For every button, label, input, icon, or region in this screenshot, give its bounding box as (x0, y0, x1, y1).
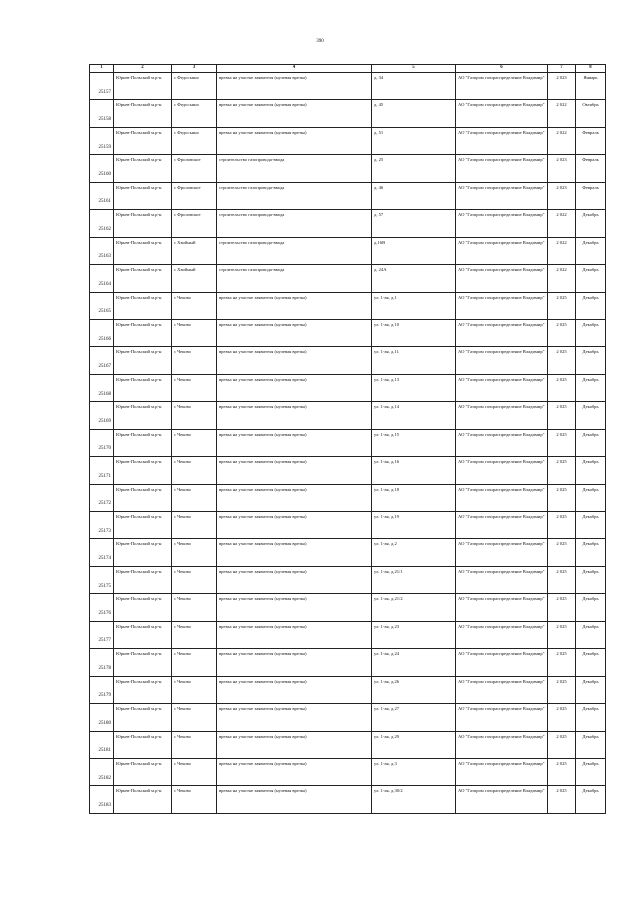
table-row (90, 73, 606, 100)
address-cell: ул. 1-ая, д.27 (372, 704, 456, 731)
district-cell: Юрьев-Польский м.р-н (114, 155, 172, 182)
district-cell: Юрьев-Польский м.р-н (114, 265, 172, 292)
month-cell: Декабрь (576, 402, 606, 429)
district-cell: Юрьев-Польский м.р-н (114, 402, 172, 429)
table-row (90, 512, 606, 539)
month-cell: Декабрь (576, 484, 606, 511)
organization-cell: АО "Газпром газораспределение Владимир" (456, 210, 548, 237)
address-cell: д. 34 (372, 73, 456, 100)
table-row (90, 649, 606, 676)
year-cell: 2 025 (548, 594, 576, 621)
year-cell: 2 025 (548, 319, 576, 346)
column-header: 5 (372, 65, 456, 73)
organization-cell: АО "Газпром газораспределение Владимир" (456, 512, 548, 539)
month-cell: Декабрь (576, 237, 606, 264)
row-number: 25176 (90, 594, 114, 621)
work-type-cell: врезка на участке заявителя (нулевая врезка) (217, 73, 372, 100)
organization-cell: АО "Газпром газораспределение Владимир" (456, 621, 548, 648)
district-cell: Юрьев-Польский м.р-н (114, 429, 172, 456)
year-cell: 2 025 (548, 484, 576, 511)
address-cell: д. 45 (372, 100, 456, 127)
year-cell: 2 022 (548, 265, 576, 292)
table-row (90, 484, 606, 511)
settlement-cell: с Чеково (172, 347, 217, 374)
table-row (90, 292, 606, 319)
table-row (90, 402, 606, 429)
month-cell: Октябрь (576, 100, 606, 127)
month-cell: Декабрь (576, 621, 606, 648)
year-cell: 2 025 (548, 347, 576, 374)
organization-cell: АО "Газпром газораспределение Владимир" (456, 127, 548, 154)
address-cell: д. 57 (372, 210, 456, 237)
settlement-cell: с Чеково (172, 649, 217, 676)
month-cell: Декабрь (576, 786, 606, 813)
page-number: 390 (316, 39, 324, 44)
work-type-cell: врезка на участке заявителя (нулевая врезка) (217, 374, 372, 401)
settlement-cell: с Чеково (172, 566, 217, 593)
settlement-cell: с Чеково (172, 621, 217, 648)
table-row (90, 265, 606, 292)
organization-cell: АО "Газпром газораспределение Владимир" (456, 457, 548, 484)
settlement-cell: с Чеково (172, 539, 217, 566)
table-row (90, 758, 606, 785)
settlement-cell: с Чеково (172, 429, 217, 456)
district-cell: Юрьев-Польский м.р-н (114, 649, 172, 676)
settlement-cell: с Федосьино (172, 73, 217, 100)
registry-table (89, 64, 606, 814)
district-cell: Юрьев-Польский м.р-н (114, 786, 172, 813)
settlement-cell: с Чеково (172, 512, 217, 539)
address-cell: ул. 1-ая, д.1 (372, 292, 456, 319)
work-type-cell: врезка на участке заявителя (нулевая врезка) (217, 484, 372, 511)
row-number: 25179 (90, 676, 114, 703)
table-row (90, 676, 606, 703)
organization-cell: АО "Газпром газораспределение Владимир" (456, 566, 548, 593)
year-cell: 2 025 (548, 786, 576, 813)
settlement-cell: с Чеково (172, 594, 217, 621)
column-header: 3 (172, 65, 217, 73)
table-row (90, 237, 606, 264)
settlement-cell: с Чеково (172, 292, 217, 319)
district-cell: Юрьев-Польский м.р-н (114, 539, 172, 566)
row-number: 25158 (90, 100, 114, 127)
year-cell: 2 025 (548, 566, 576, 593)
address-cell: ул. 1-ая, д.18 (372, 484, 456, 511)
organization-cell: АО "Газпром газораспределение Владимир" (456, 402, 548, 429)
district-cell: Юрьев-Польский м.р-н (114, 676, 172, 703)
table-row (90, 347, 606, 374)
district-cell: Юрьев-Польский м.р-н (114, 100, 172, 127)
month-cell: Декабрь (576, 566, 606, 593)
table-row (90, 594, 606, 621)
district-cell: Юрьев-Польский м.р-н (114, 347, 172, 374)
work-type-cell: строительство газопровода-ввода (217, 265, 372, 292)
work-type-cell: врезка на участке заявителя (нулевая врезка) (217, 127, 372, 154)
organization-cell: АО "Газпром газораспределение Владимир" (456, 319, 548, 346)
settlement-cell: с Чеково (172, 676, 217, 703)
registry-body (90, 73, 606, 814)
address-cell: д. 51 (372, 127, 456, 154)
month-cell: Декабрь (576, 512, 606, 539)
table-row (90, 182, 606, 209)
table-row (90, 127, 606, 154)
organization-cell: АО "Газпром газораспределение Владимир" (456, 237, 548, 264)
district-cell: Юрьев-Польский м.р-н (114, 292, 172, 319)
work-type-cell: врезка на участке заявителя (нулевая врезка) (217, 292, 372, 319)
settlement-cell: с Чеково (172, 758, 217, 785)
year-cell: 2 025 (548, 402, 576, 429)
address-cell: ул. 1-ая, д.11 (372, 347, 456, 374)
organization-cell: АО "Газпром газораспределение Владимир" (456, 649, 548, 676)
year-cell: 2 022 (548, 237, 576, 264)
table-row (90, 731, 606, 758)
row-number: 25169 (90, 402, 114, 429)
month-cell: Декабрь (576, 457, 606, 484)
row-number: 25171 (90, 457, 114, 484)
work-type-cell: врезка на участке заявителя (нулевая врезка) (217, 594, 372, 621)
settlement-cell: с Фроловское (172, 155, 217, 182)
table-row (90, 155, 606, 182)
district-cell: Юрьев-Польский м.р-н (114, 127, 172, 154)
row-number: 25165 (90, 292, 114, 319)
district-cell: Юрьев-Польский м.р-н (114, 374, 172, 401)
month-cell: Декабрь (576, 594, 606, 621)
month-cell: Декабрь (576, 265, 606, 292)
table-row (90, 704, 606, 731)
district-cell: Юрьев-Польский м.р-н (114, 731, 172, 758)
table-row (90, 621, 606, 648)
work-type-cell: врезка на участке заявителя (нулевая врезка) (217, 429, 372, 456)
year-cell: 2 022 (548, 210, 576, 237)
address-cell: ул. 1-ая, д.21/2 (372, 594, 456, 621)
year-cell: 2 023 (548, 73, 576, 100)
row-number: 25163 (90, 237, 114, 264)
work-type-cell: строительство газопровода-ввода (217, 237, 372, 264)
column-header: 6 (456, 65, 548, 73)
organization-cell: АО "Газпром газораспределение Владимир" (456, 292, 548, 319)
address-cell: ул. 1-ая, д.21/1 (372, 566, 456, 593)
year-cell: 2 025 (548, 512, 576, 539)
month-cell: Февраль (576, 182, 606, 209)
column-header: 2 (114, 65, 172, 73)
settlement-cell: с Чеково (172, 484, 217, 511)
address-cell: д. 46 (372, 182, 456, 209)
work-type-cell: врезка на участке заявителя (нулевая врезка) (217, 319, 372, 346)
month-cell: Декабрь (576, 649, 606, 676)
organization-cell: АО "Газпром газораспределение Владимир" (456, 539, 548, 566)
row-number: 25177 (90, 621, 114, 648)
address-cell: ул. 1-ая, д.19 (372, 512, 456, 539)
row-number: 25162 (90, 210, 114, 237)
row-number: 25175 (90, 566, 114, 593)
district-cell: Юрьев-Польский м.р-н (114, 704, 172, 731)
organization-cell: АО "Газпром газораспределение Владимир" (456, 155, 548, 182)
row-number: 25157 (90, 73, 114, 100)
address-cell: ул. 1-ая, д.3 (372, 758, 456, 785)
column-header: 4 (217, 65, 372, 73)
table-row (90, 100, 606, 127)
district-cell: Юрьев-Польский м.р-н (114, 484, 172, 511)
year-cell: 2 025 (548, 649, 576, 676)
district-cell: Юрьев-Польский м.р-н (114, 512, 172, 539)
organization-cell: АО "Газпром газораспределение Владимир" (456, 484, 548, 511)
work-type-cell: врезка на участке заявителя (нулевая врезка) (217, 512, 372, 539)
work-type-cell: врезка на участке заявителя (нулевая врезка) (217, 786, 372, 813)
row-number: 25183 (90, 786, 114, 813)
column-header: 1 (90, 65, 114, 73)
address-cell: ул. 1-ая, д.2 (372, 539, 456, 566)
organization-cell: АО "Газпром газораспределение Владимир" (456, 347, 548, 374)
address-cell: ул. 1-ая, д.10 (372, 319, 456, 346)
work-type-cell: врезка на участке заявителя (нулевая врезка) (217, 731, 372, 758)
month-cell: Декабрь (576, 374, 606, 401)
organization-cell: АО "Газпром газораспределение Владимир" (456, 100, 548, 127)
table-row (90, 429, 606, 456)
work-type-cell: строительство газопровода-ввода (217, 182, 372, 209)
organization-cell: АО "Газпром газораспределение Владимир" (456, 594, 548, 621)
district-cell: Юрьев-Польский м.р-н (114, 210, 172, 237)
work-type-cell: врезка на участке заявителя (нулевая врезка) (217, 621, 372, 648)
organization-cell: АО "Газпром газораспределение Владимир" (456, 182, 548, 209)
organization-cell: АО "Газпром газораспределение Владимир" (456, 704, 548, 731)
year-cell: 2 025 (548, 374, 576, 401)
settlement-cell: с Чеково (172, 704, 217, 731)
address-cell: ул. 1-ая, д.16 (372, 457, 456, 484)
address-cell: ул. 1-ая, д.29 (372, 731, 456, 758)
row-number: 25167 (90, 347, 114, 374)
settlement-cell: с Чеково (172, 731, 217, 758)
work-type-cell: врезка на участке заявителя (нулевая врезка) (217, 649, 372, 676)
address-cell: д. 25 (372, 155, 456, 182)
month-cell: Декабрь (576, 758, 606, 785)
year-cell: 2 022 (548, 100, 576, 127)
row-number: 25174 (90, 539, 114, 566)
month-cell: Январь (576, 73, 606, 100)
table-row (90, 319, 606, 346)
year-cell: 2 022 (548, 127, 576, 154)
district-cell: Юрьев-Польский м.р-н (114, 566, 172, 593)
month-cell: Декабрь (576, 704, 606, 731)
table-row (90, 539, 606, 566)
settlement-cell: с Чеково (172, 319, 217, 346)
column-header: 7 (548, 65, 576, 73)
organization-cell: АО "Газпром газораспределение Владимир" (456, 676, 548, 703)
year-cell: 2 025 (548, 676, 576, 703)
work-type-cell: врезка на участке заявителя (нулевая врезка) (217, 402, 372, 429)
work-type-cell: строительство газопровода-ввода (217, 210, 372, 237)
month-cell: Февраль (576, 127, 606, 154)
organization-cell: АО "Газпром газораспределение Владимир" (456, 731, 548, 758)
settlement-cell: с Хвойный (172, 237, 217, 264)
row-number: 25164 (90, 265, 114, 292)
year-cell: 2 025 (548, 704, 576, 731)
address-cell: ул. 1-ая, д.26 (372, 676, 456, 703)
table-row (90, 374, 606, 401)
work-type-cell: врезка на участке заявителя (нулевая врезка) (217, 704, 372, 731)
district-cell: Юрьев-Польский м.р-н (114, 73, 172, 100)
year-cell: 2 025 (548, 292, 576, 319)
row-number: 25173 (90, 512, 114, 539)
organization-cell: АО "Газпром газораспределение Владимир" (456, 265, 548, 292)
row-number: 25180 (90, 704, 114, 731)
year-cell: 2 023 (548, 182, 576, 209)
month-cell: Декабрь (576, 292, 606, 319)
address-cell: ул. 1-ая, д.13 (372, 374, 456, 401)
work-type-cell: врезка на участке заявителя (нулевая врезка) (217, 676, 372, 703)
address-cell: ул. 1-ая, д.30/2 (372, 786, 456, 813)
row-number: 25168 (90, 374, 114, 401)
settlement-cell: с Чеково (172, 374, 217, 401)
row-number: 25159 (90, 127, 114, 154)
month-cell: Декабрь (576, 539, 606, 566)
address-cell: д. 24А (372, 265, 456, 292)
month-cell: Декабрь (576, 319, 606, 346)
table-row (90, 786, 606, 813)
organization-cell: АО "Газпром газораспределение Владимир" (456, 374, 548, 401)
district-cell: Юрьев-Польский м.р-н (114, 758, 172, 785)
district-cell: Юрьев-Польский м.р-н (114, 237, 172, 264)
address-cell: д.16В (372, 237, 456, 264)
row-number: 25170 (90, 429, 114, 456)
month-cell: Декабрь (576, 429, 606, 456)
table-row (90, 210, 606, 237)
year-cell: 2 025 (548, 731, 576, 758)
year-cell: 2 025 (548, 621, 576, 648)
address-cell: ул. 1-ая, д.15 (372, 429, 456, 456)
row-number: 25178 (90, 649, 114, 676)
year-cell: 2 025 (548, 429, 576, 456)
work-type-cell: врезка на участке заявителя (нулевая врезка) (217, 566, 372, 593)
settlement-cell: с Чеково (172, 786, 217, 813)
organization-cell: АО "Газпром газораспределение Владимир" (456, 429, 548, 456)
row-number: 25166 (90, 319, 114, 346)
address-cell: ул. 1-ая, д.24 (372, 649, 456, 676)
table-row (90, 566, 606, 593)
column-header: 8 (576, 65, 606, 73)
year-cell: 2 025 (548, 539, 576, 566)
organization-cell: АО "Газпром газораспределение Владимир" (456, 786, 548, 813)
district-cell: Юрьев-Польский м.р-н (114, 621, 172, 648)
work-type-cell: врезка на участке заявителя (нулевая врезка) (217, 457, 372, 484)
month-cell: Декабрь (576, 731, 606, 758)
work-type-cell: строительство газопровода-ввода (217, 155, 372, 182)
row-number: 25161 (90, 182, 114, 209)
month-cell: Декабрь (576, 210, 606, 237)
settlement-cell: с Чеково (172, 402, 217, 429)
address-cell: ул. 1-ая, д.23 (372, 621, 456, 648)
organization-cell: АО "Газпром газораспределение Владимир" (456, 73, 548, 100)
row-number: 25172 (90, 484, 114, 511)
year-cell: 2 025 (548, 758, 576, 785)
settlement-cell: с Федосьино (172, 100, 217, 127)
month-cell: Декабрь (576, 347, 606, 374)
district-cell: Юрьев-Польский м.р-н (114, 457, 172, 484)
work-type-cell: врезка на участке заявителя (нулевая врезка) (217, 100, 372, 127)
district-cell: Юрьев-Польский м.р-н (114, 319, 172, 346)
row-number: 25160 (90, 155, 114, 182)
district-cell: Юрьев-Польский м.р-н (114, 182, 172, 209)
table-row (90, 457, 606, 484)
address-cell: ул. 1-ая, д.14 (372, 402, 456, 429)
settlement-cell: с Федосьино (172, 127, 217, 154)
row-number: 25182 (90, 758, 114, 785)
month-cell: Декабрь (576, 676, 606, 703)
year-cell: 2 025 (548, 457, 576, 484)
settlement-cell: с Фроловское (172, 210, 217, 237)
work-type-cell: врезка на участке заявителя (нулевая врезка) (217, 758, 372, 785)
organization-cell: АО "Газпром газораспределение Владимир" (456, 758, 548, 785)
row-number: 25181 (90, 731, 114, 758)
settlement-cell: с Чеково (172, 457, 217, 484)
work-type-cell: врезка на участке заявителя (нулевая врезка) (217, 539, 372, 566)
settlement-cell: с Фроловское (172, 182, 217, 209)
district-cell: Юрьев-Польский м.р-н (114, 594, 172, 621)
settlement-cell: с Хвойный (172, 265, 217, 292)
work-type-cell: врезка на участке заявителя (нулевая врезка) (217, 347, 372, 374)
year-cell: 2 023 (548, 155, 576, 182)
header-row (90, 65, 606, 73)
month-cell: Февраль (576, 155, 606, 182)
